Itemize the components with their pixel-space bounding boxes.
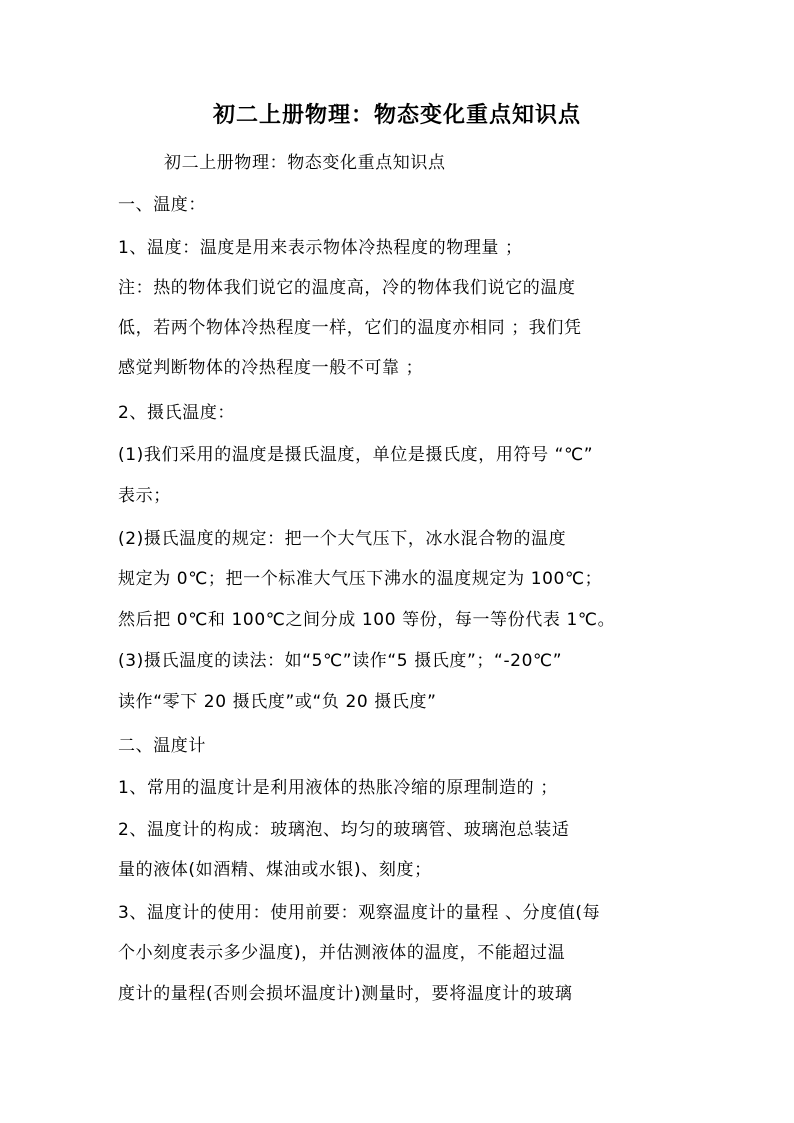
paragraph-line: (3)摄氏温度的读法：如“5℃”读作“5 摄氏度”；“-20℃” [118,651,563,671]
paragraph-line: 注：热的物体我们说它的温度高，冷的物体我们说它的温度 [118,278,576,298]
paragraph-line: 1、温度：温度是用来表示物体冷热程度的物理量 ； [118,238,523,258]
paragraph-line: 个小刻度表示多少温度)，并估测液体的温度，不能超过温 [118,943,566,963]
paragraph-line: 量的液体(如酒精、煤油或水银)、刻度； [118,860,432,880]
paragraph-line: (1)我们采用的温度是摄氏温度，单位是摄氏度，用符号 “℃” [118,445,594,465]
paragraph-line: 度计的量程(否则会损坏温度计)测量时，要将温度计的玻璃 [118,984,573,1004]
paragraph-line: 读作“零下 20 摄氏度”或“负 20 摄氏度” [118,692,437,712]
paragraph-line: (2)摄氏温度的规定：把一个大气压下，冰水混合物的温度 [118,529,567,549]
document-subtitle: 初二上册物理：物态变化重点知识点 [164,153,446,173]
section-heading-thermometer: 二、温度计 [118,736,206,756]
section-heading-temperature: 一、温度： [118,195,206,215]
document-title: 初二上册物理：物态变化重点知识点 [212,102,581,128]
paragraph-line: 低，若两个物体冷热程度一样，它们的温度亦相同 ；我们凭 [118,318,582,338]
paragraph-line: 然后把 0℃和 100℃之间分成 100 等份，每一等份代表 1℃。 [118,610,616,630]
paragraph-line: 2、摄氏温度： [118,403,236,423]
paragraph-line: 3、温度计的使用：使用前要：观察温度计的量程 、分度值(每 [118,903,601,923]
paragraph-line: 感觉判断物体的冷热程度一般不可靠 ； [118,358,424,378]
paragraph-line: 1、常用的温度计是利用液体的热胀冷缩的原理制造的 ； [118,778,558,798]
paragraph-line: 2、温度计的构成：玻璃泡、均匀的玻璃管、玻璃泡总装适 [118,820,570,840]
paragraph-line: 表示； [118,486,171,506]
paragraph-line: 规定为 0℃；把一个标准大气压下沸水的温度规定为 100℃； [118,569,603,589]
